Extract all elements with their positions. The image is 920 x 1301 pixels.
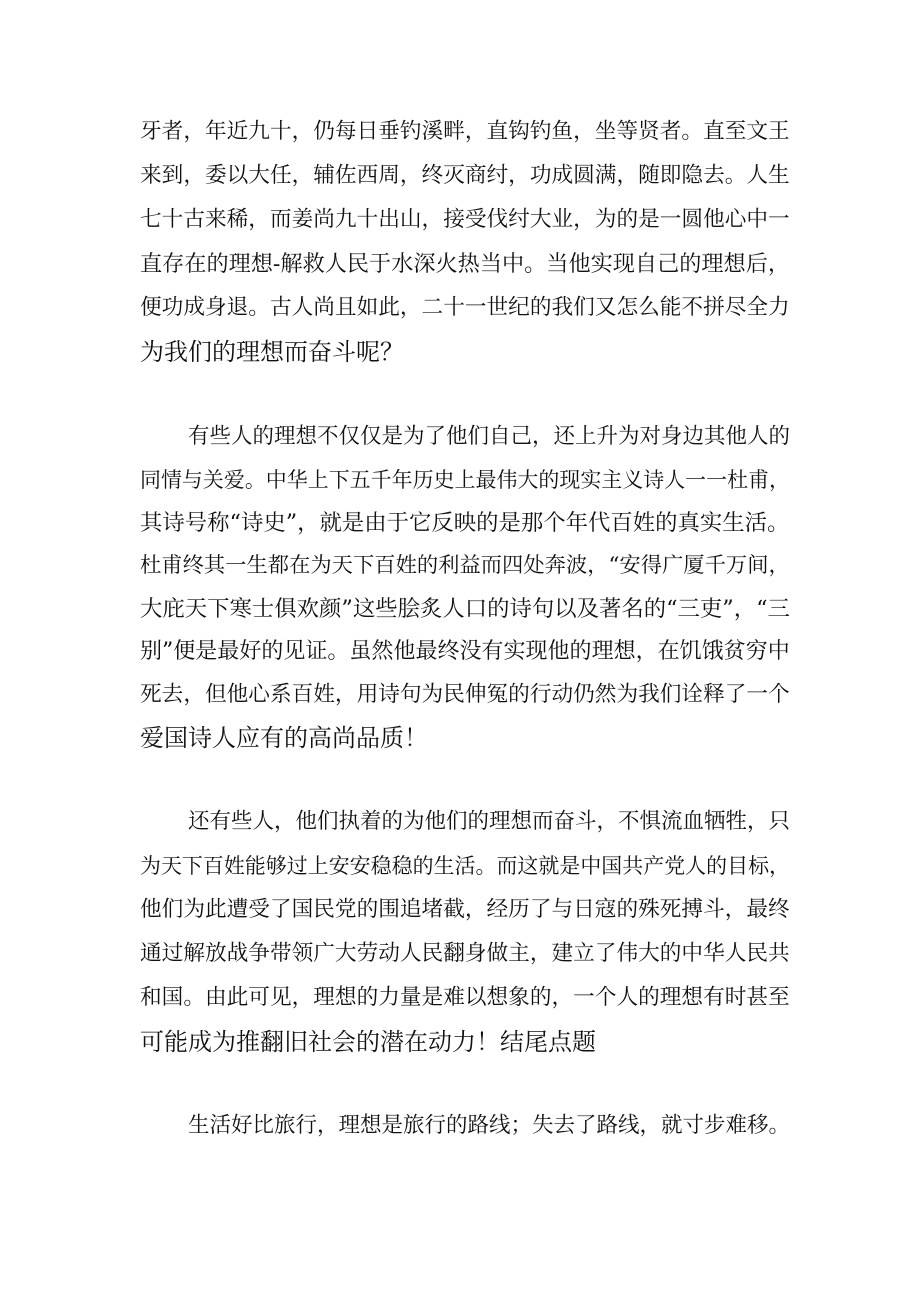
text-line: 便功成身退。古人尚且如此，二十一世纪的我们又怎么能不拼尽全力 <box>140 295 790 320</box>
text-line: 其诗号称“诗史”，就是由于它反映的是那个年代百姓的真实生活。 <box>140 510 790 536</box>
text-line: 七十古来稀，而姜尚九十出山，接受伐纣大业，为的是一圆他心中一 <box>140 207 790 232</box>
text-line: 通过解放战争带领广大劳动人民翻身做主，建立了伟大的中华人民共 <box>140 941 790 966</box>
text-line: 爱国诗人应有的高尚品质！ <box>140 724 428 752</box>
text-line: 可能成为推翻旧社会的潜在动力！结尾点题 <box>140 1028 596 1056</box>
text-line: 大庇天下寒士俱欢颜”这些脍炙人口的诗句以及著名的“三吏”，“三 <box>140 596 790 622</box>
text-line: 有些人的理想不仅仅是为了他们自己，还上升为对身边其他人的 <box>188 424 791 449</box>
text-line: 来到，委以大任，辅佐西周，终灭商纣，功成圆满，随即隐去。人生 <box>140 163 790 188</box>
text-line: 为天下百姓能够过上安安稳稳的生活。而这就是中国共产党人的目标， <box>140 854 791 878</box>
text-line: 和国。由此可见，理想的力量是难以想象的，一个人的理想有时甚至 <box>140 985 790 1010</box>
text-line: 同情与关爱。中华上下五千年历史上最伟大的现实主义诗人一一杜甫， <box>140 468 791 492</box>
text-line: 为我们的理想而奋斗呢？ <box>140 338 404 366</box>
text-line: 还有些人，他们执着的为他们的理想而奋斗，不惧流血牺牲，只 <box>188 809 791 834</box>
text-line: 生活好比旅行，理想是旅行的路线；失去了路线，就寸步难移。 <box>188 1113 791 1138</box>
text-line: 直存在的理想-解救人民于水深火热当中。当他实现自己的理想后， <box>140 251 791 277</box>
text-line: 别”便是最好的见证。虽然他最终没有实现他的理想，在饥饿贫穷中 <box>140 639 790 664</box>
text-line: 牙者，年近九十，仍每日垂钓溪畔，直钩钓鱼，坐等贤者。直至文王 <box>140 119 790 144</box>
text-line: 杜甫终其一生都在为天下百姓的利益而四处奔波，“安得广厦千万间， <box>140 553 790 578</box>
text-line: 他们为此遭受了国民党的围追堵截，经历了与日寇的殊死搏斗，最终 <box>140 897 790 922</box>
text-line: 死去，但他心系百姓，用诗句为民伸冤的行动仍然为我们诠释了一个 <box>140 682 790 707</box>
